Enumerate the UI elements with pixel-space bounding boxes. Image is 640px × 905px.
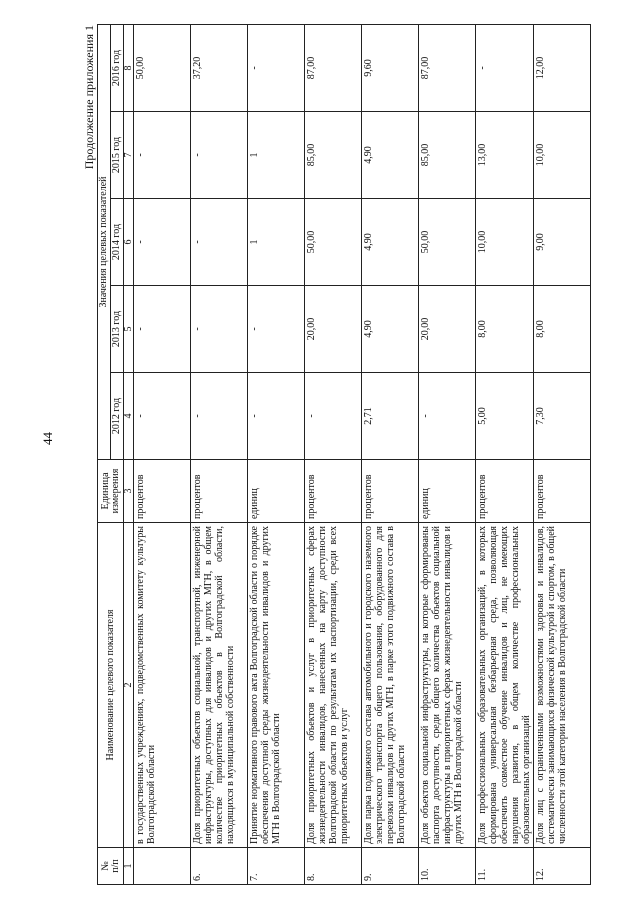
- value-cell: 1: [248, 199, 305, 286]
- unit-cell: процентов: [191, 460, 248, 523]
- unit-cell: единиц: [248, 460, 305, 523]
- column-number: 3: [124, 460, 134, 523]
- row-number: 10.: [419, 848, 476, 885]
- row-number: [134, 848, 191, 885]
- column-number: 7: [124, 112, 134, 199]
- unit-cell: единиц: [419, 460, 476, 523]
- value-cell: -: [248, 25, 305, 112]
- header-year: 2015 год: [111, 112, 124, 199]
- column-numbers-row: [124, 25, 134, 885]
- table-row: [305, 25, 362, 885]
- value-cell: 50,00: [419, 199, 476, 286]
- indicator-name: Доля парка подвижного состава автомобильного и городского наземного электрического транспорта общего пользования, оборудованного для перевозки инвалидов и других МГН, в парке этого подвижного состава в Волгоградской области: [362, 523, 419, 848]
- value-cell: -: [134, 373, 191, 460]
- table-row: [248, 25, 305, 885]
- indicator-name: Доля приоритетных объектов и услуг в приоритетных сферах жизнедеятельности инвалидов, нанесенных на карту доступности Волгоградской области по результатам их паспортизации, среди всех приоритетных объектов и услуг: [305, 523, 362, 848]
- header-year: 2012 год: [111, 373, 124, 460]
- column-number: 2: [124, 523, 134, 848]
- unit-cell: процентов: [534, 460, 591, 523]
- value-cell: 8,00: [476, 286, 534, 373]
- target-indicators-table: [97, 24, 591, 885]
- value-cell: 20,00: [419, 286, 476, 373]
- table-header: [98, 25, 134, 885]
- column-number: 4: [124, 373, 134, 460]
- value-cell: -: [191, 199, 248, 286]
- value-cell: 2,71: [362, 373, 419, 460]
- page-number: 44: [40, 432, 55, 445]
- value-cell: 50,00: [134, 25, 191, 112]
- indicator-name: в государственных учреждениях, подведомственных комитету культуры Волгоградской области: [134, 523, 191, 848]
- indicator-name: Принятие нормативного правового акта Волгоградской области о порядке обеспечения доступной среды жизнедеятельности инвалидов и других МГН в Волгоградской области: [248, 523, 305, 848]
- header-year: 2014 год: [111, 199, 124, 286]
- header-name: Наименование целевого показателя: [98, 523, 124, 848]
- value-cell: 8,00: [534, 286, 591, 373]
- value-cell: -: [248, 373, 305, 460]
- row-number: 9.: [362, 848, 419, 885]
- value-cell: -: [134, 286, 191, 373]
- table-row: [191, 25, 248, 885]
- continuation-label: Продолжение приложения 1: [82, 25, 96, 170]
- header-unit: Единица измерения: [98, 460, 124, 523]
- indicator-name: Доля профессиональных образовательных организаций, в которых сформирована универсальная безбарьерная среда, позволяющая обеспечить совместное обучение инвалидов и лиц, не имеющих нарушения развития, в общем количестве профессиональных образовательных организаций: [476, 523, 534, 848]
- value-cell: 85,00: [419, 112, 476, 199]
- value-cell: 20,00: [305, 286, 362, 373]
- table-row: [534, 25, 591, 885]
- value-cell: 37,20: [191, 25, 248, 112]
- indicator-name: Доля объектов социальной инфраструктуры, на которые сформированы паспорта доступности, среди общего количества объектов социальной инфраструктуры в приоритетных сферах жизнедеятельности инвалидов и других МГН в Волгоградской области: [419, 523, 476, 848]
- value-cell: -: [191, 112, 248, 199]
- rotated-page-content: [82, 25, 622, 885]
- unit-cell: процентов: [476, 460, 534, 523]
- value-cell: 1: [248, 112, 305, 199]
- unit-cell: процентов: [134, 460, 191, 523]
- value-cell: -: [134, 112, 191, 199]
- unit-cell: процентов: [362, 460, 419, 523]
- value-cell: 4,90: [362, 199, 419, 286]
- row-number: 11.: [476, 848, 534, 885]
- header-year: 2016 год: [111, 25, 124, 112]
- header-year: 2013 год: [111, 286, 124, 373]
- table-body: [134, 25, 591, 885]
- column-number: 5: [124, 286, 134, 373]
- header-num: № п/п: [98, 848, 124, 885]
- value-cell: 7,30: [534, 373, 591, 460]
- table-row: [419, 25, 476, 885]
- row-number: 7.: [248, 848, 305, 885]
- value-cell: -: [476, 25, 534, 112]
- value-cell: 85,00: [305, 112, 362, 199]
- value-cell: 4,90: [362, 286, 419, 373]
- value-cell: 9,60: [362, 25, 419, 112]
- column-number: 8: [124, 25, 134, 112]
- value-cell: -: [191, 373, 248, 460]
- value-cell: -: [419, 373, 476, 460]
- value-cell: 9,00: [534, 199, 591, 286]
- value-cell: 87,00: [419, 25, 476, 112]
- row-number: 8.: [305, 848, 362, 885]
- value-cell: -: [134, 199, 191, 286]
- value-cell: 10,00: [476, 199, 534, 286]
- header-values-group: Значения целевых показателей: [98, 25, 111, 460]
- indicator-name: Доля лиц с ограниченными возможностями здоровья и инвалидов, систематически занимающихся физической культурой и спортом, в общей численности этой категории населения в Волгоградской области: [534, 523, 591, 848]
- unit-cell: процентов: [305, 460, 362, 523]
- value-cell: 13,00: [476, 112, 534, 199]
- value-cell: 87,00: [305, 25, 362, 112]
- table-row: [476, 25, 534, 885]
- indicator-name: Доля приоритетных объектов социальной, транспортной, инженерной инфраструктуры, доступных для инвалидов и других МГН, в общем количестве приоритетных объектов в Волгоградской области, находящихся в муниципальной собственности: [191, 523, 248, 848]
- value-cell: 10,00: [534, 112, 591, 199]
- value-cell: -: [305, 373, 362, 460]
- column-number: 6: [124, 199, 134, 286]
- value-cell: 5,00: [476, 373, 534, 460]
- value-cell: 4,90: [362, 112, 419, 199]
- value-cell: -: [248, 286, 305, 373]
- row-number: 6.: [191, 848, 248, 885]
- table-row: [362, 25, 419, 885]
- table-row: [134, 25, 191, 885]
- value-cell: -: [191, 286, 248, 373]
- row-number: 12.: [534, 848, 591, 885]
- value-cell: 50,00: [305, 199, 362, 286]
- value-cell: 12,00: [534, 25, 591, 112]
- column-number: 1: [124, 848, 134, 885]
